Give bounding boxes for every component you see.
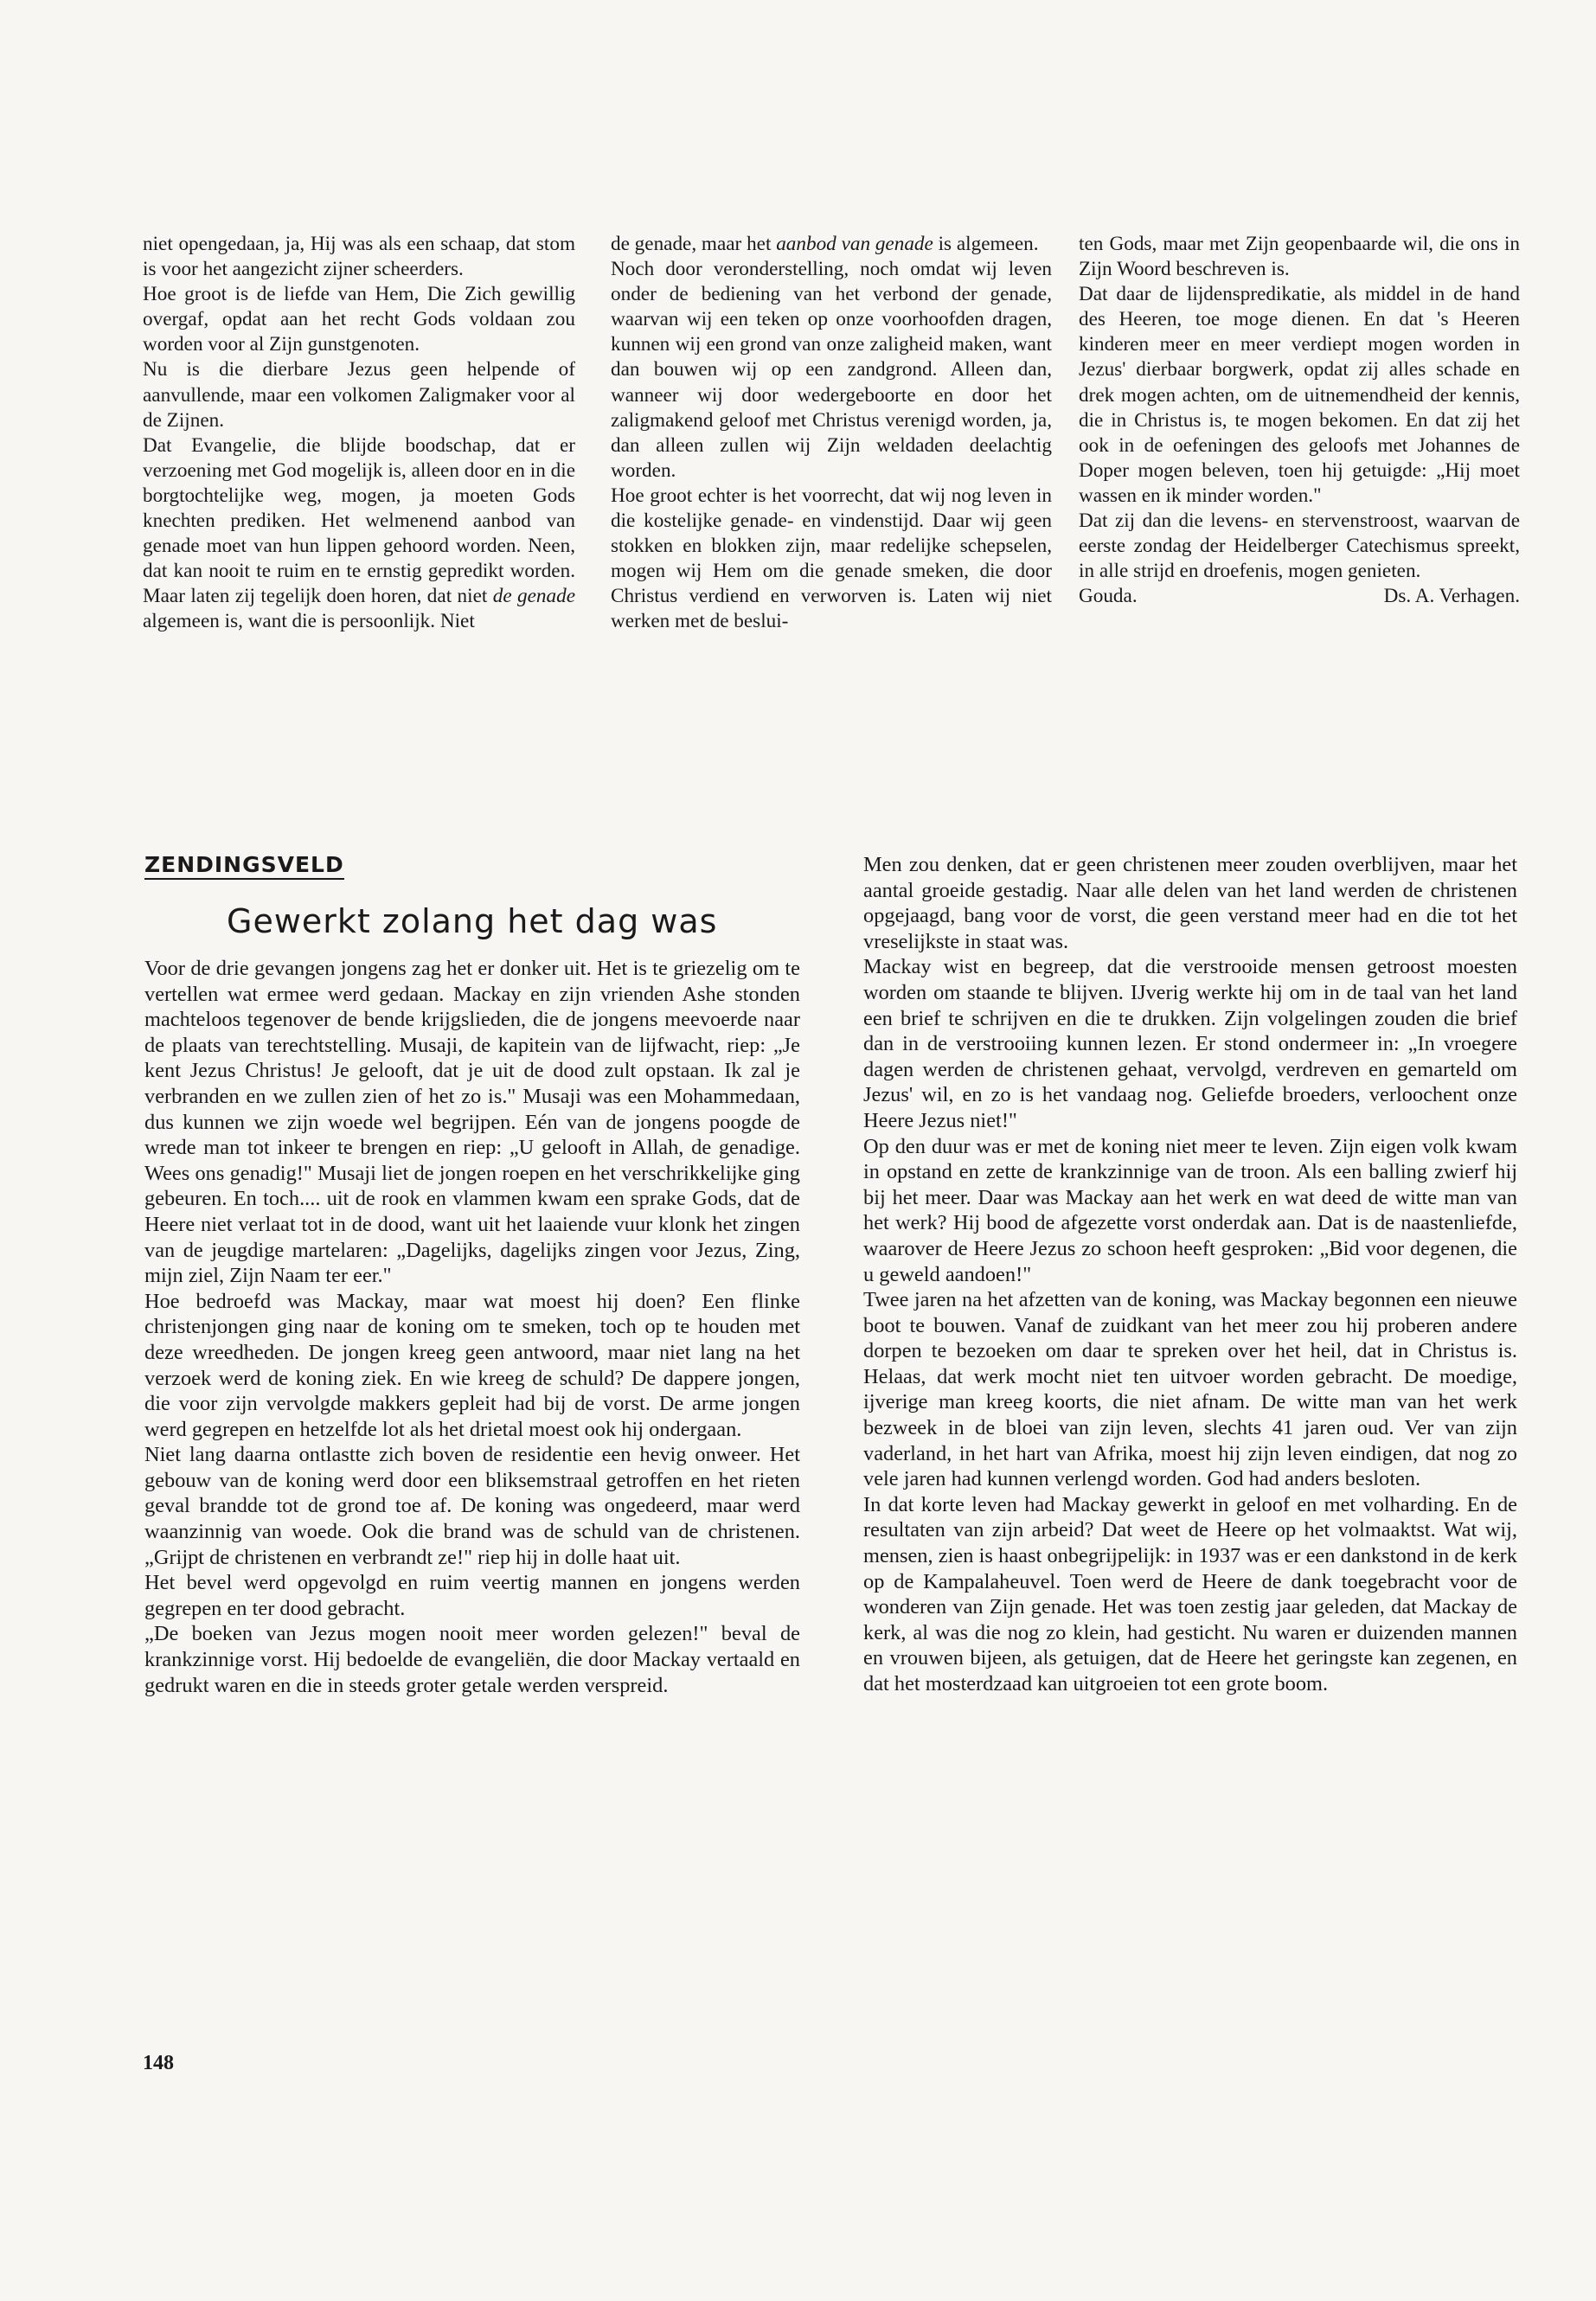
sermon-column-3 [1079,232,1520,609]
sermon-column-1 [143,232,575,635]
paragraph: Voor de drie gevangen jongens zag het er donker uit. Het is te griezelig om te vertellen wat ermee werd gedaan. Mackay en zijn vrienden Ashe stonden machteloos tegenover de bende krijgslieden, die de jongens meevoerde naar de plaats van terechtstelling. Musaji, de kapitein van de lijfwacht, riep: „Je kent Jezus Christus! Je gelooft, dat je uit de dood zult opstaan. Ik zal je verbranden en we zullen zien of het zo is." Musaji was een Mohammedaan, dus kunnen we zijn woede wel begrijpen. Eén van de jongens poogde de wrede man tot inkeer te brengen en riep: „U gelooft in Allah, de genadige. Wees ons genadig!" Musaji liet de jongen roepen en het verschrikkelijke ging gebeuren. En toch.... uit de rook en vlammen kwam een sprake Gods, dat de Heere niet verlaat tot in de dood, want uit het laaiende vuur klonk het zingen van de jeugdige martelaren: „Dagelijks, dagelijks zingen voor Jezus, Zing, mijn ziel, Zijn Naam ter eer." [144,957,800,1288]
paragraph: In dat korte leven had Mackay gewerkt in geloof en met volharding. En de resultaten van zijn arbeid? Dat weet de Heere op het volmaaktst. Wat wij, mensen, zien is haast onbegrijpelijk: in 1937 was er een dankstond in de kerk op de Kampalaheuvel. Toen werd de Heere de dank toegebracht voor de wonderen van Zijn genade. Het was toen zestig jaar geleden, dat Mackay de kerk, al was die nog zo klein, had gesticht. Nu waren er duizenden mannen en vrouwen bijeen, als getuigen, dat de Heere het geringste kan zegenen, en dat het mosterdzaad kan uitgroeien tot een grote boom. [863,1492,1517,1695]
paragraph: Twee jaren na het afzetten van de koning, was Mackay begonnen een nieuwe boot te bouwen. Vanaf de zuidkant van het meer zou hij proberen andere dorpen te bezoeken om daar te spreken over het heil, dat in Christus is. Helaas, dat werk mocht niet ten uitvoer worden gebracht. De moedige, ijverige man kreeg koorts, die niet afnam. De witte man van het werk bezweek in de bloei van zijn leven, slechts 41 jaren oud. Ver van zijn vaderland, in het hart van Afrika, moest hij zijn leven eindigen, dat nog zo vele jaren had kunnen verlengd worden. God had anders besloten. [863,1288,1517,1491]
text-run: Dat Evangelie, die blijde boodschap, dat er verzoening met God mogelijk is, alleen door en in die borgtochtelijke weg, mogen, ja moeten Gods knechten prediken. Het welmenend aanbod van genade moet van hun lippen gehoord worden. Neen, dat kan nooit te ruim en te ernstig gepredikt worden. Maar laten zij tegelijk doen horen, dat niet [143,433,575,608]
paragraph: ten Gods, maar met Zijn geopenbaarde wil, die ons in Zijn Woord beschreven is. [1079,233,1520,281]
text-run: de genade, maar het [611,233,772,255]
paragraph: Niet lang daarna ontlastte zich boven de residentie een hevig onweer. Het gebouw van de koning werd door een bliksemstraal getroffen en het rieten geval brandde tot de grond toe af. De koning was ongedeerd, maar werd waanzinnig van woede. Ook die brand was de schuld van de christenen. „Grijpt de christenen en verbrandt ze!" riep hij in dolle haat uit. [144,1443,800,1569]
paragraph: Dat daar de lijdenspredikatie, als middel in de hand des Heeren, toe moge dienen. En dat 's Heeren kinderen meer en meer verdiept mogen worden in Jezus' dierbaar borgwerk, opdat zij alles schade en drek mogen achten, om de uitnemendheid der kennis, die in Christus is, te mogen bekomen. En dat zij het ook in de oefeningen des geloofs met Johannes de Doper mogen beleven, toen hij getuigde: „Hij moet wassen en ik minder worden." [1079,283,1520,507]
sermon-column-2 [611,232,1052,635]
paragraph: Op den duur was er met de koning niet meer te leven. Zijn eigen volk kwam in opstand en zette de krankzinnige van de troon. Als een balling zwierf hij bij het meer. Daar was Mackay aan het werk en wat deed de witte man van het werk? Hij bood de afgezette vorst onderdak aan. Dat is de naastenliefde, waarover de Heere Jezus zo schoon heeft gesproken: „Bid voor degenen, die u geweld aandoen!" [863,1134,1517,1286]
text-run: is algemeen. [938,233,1039,255]
signature-line [1079,584,1520,609]
article-column-right [863,852,1517,1697]
paragraph: Dat zij dan die levens- en stervenstroost, waarvan de eerste zondag der Heidelberger Catechismus spreekt, in alle strijd en droefenis, mogen genieten. [1079,510,1520,583]
paragraph: Mackay wist en begreep, dat die verstrooide mensen getroost moesten worden om staande te blijven. IJverig werkte hij om in de taal van het land een brief te schrijven en die te drukken. Zijn volgelingen zouden die brief dan in de verstrooiing kunnen lezen. Er stond ondermeer in: „In vroegere dagen werden de christenen gehaat, vervolgd, verdreven en gemarteld om Jezus' wil, en zo is het vandaag nog. Geliefde broeders, verloochent onze Heere Jezus niet!" [863,955,1517,1132]
article-column-left [144,956,800,1698]
author-name: Ds. A. Verhagen. [1383,585,1520,608]
paragraph: Hoe groot is de liefde van Hem, Die Zich gewillig overgaf, opdat aan het recht Gods voldaan zou worden voor al Zijn gunstgenoten. [143,283,575,356]
place-name: Gouda. [1079,585,1138,608]
paragraph [143,433,575,635]
paragraph: Nu is die dierbare Jezus geen helpende of aanvullende, maar een volkomen Zaligmaker voor al de Zijnen. [143,358,575,432]
emphasis: aanbod van genade [776,233,933,255]
text-run: algemeen is, want die is persoonlijk. Niet [143,610,475,633]
paragraph: Noch door veronderstelling, noch omdat wij leven onder de bediening van het verbond der genade, waarvan wij een teken op onze voorhoofden dragen, kunnen wij een grond van onze zaligheid maken, want dan bouwen wij op een zandgrond. Alleen dan, wanneer wij door wedergeboorte en door het zaligmakend geloof met Christus verenigd worden, ja, dan alleen zullen wij Zijn weldaden deelachtig worden. [611,258,1052,482]
paragraph: Het bevel werd opgevolgd en ruim veertig mannen en jongens werden gegrepen en ter dood gebracht. [144,1571,800,1620]
emphasis: de genade [492,585,576,608]
paragraph: „De boeken van Jezus mogen nooit meer worden gelezen!" beval de krankzinnige vorst. Hij bedoelde de evangeliën, die door Mackay vertaald en gedrukt waren en die in steeds groter getale werden verspreid. [144,1622,800,1697]
page-number: 148 [143,2052,174,2074]
paragraph: niet opengedaan, ja, Hij was als een schaap, dat stom is voor het aangezicht zijner scheerders. [143,233,575,281]
paragraph: Hoe bedroefd was Mackay, maar wat moest hij doen? Een flinke christenjongen ging naar de koning om te smeken, toch op te houden met deze wreedheden. De jongen kreeg geen antwoord, maar niet lang na het verzoek werd de koning ziek. En wie kreeg de schuld? De dappere jongen, die voor zijn vervolgde makkers gepleit had bij de vorst. De arme jongen werd gegrepen en hetzelfde lot als het drietal moest ook hij ondergaan. [144,1289,800,1441]
section-label: ZENDINGSVELD [144,852,344,880]
paragraph: Men zou denken, dat er geen christenen meer zouden overblijven, maar het aantal groeide gestadig. Naar alle delen van het land werden de christenen opgejaagd, bang voor de vorst, die geen verstand meer had en die tot het vreselijkste in staat was. [863,853,1517,953]
article-title: Gewerkt zolang het dag was [227,902,718,940]
paragraph [611,232,1052,257]
paragraph: Hoe groot echter is het voorrecht, dat wij nog leven in die kostelijke genade- en vindenstijd. Daar wij geen stokken en blokken zijn, maar redelijke schepselen, mogen wij Hem om die genade smeken, die door Christus verdiend en verworven is. Laten wij niet werken met de beslui- [611,484,1052,633]
